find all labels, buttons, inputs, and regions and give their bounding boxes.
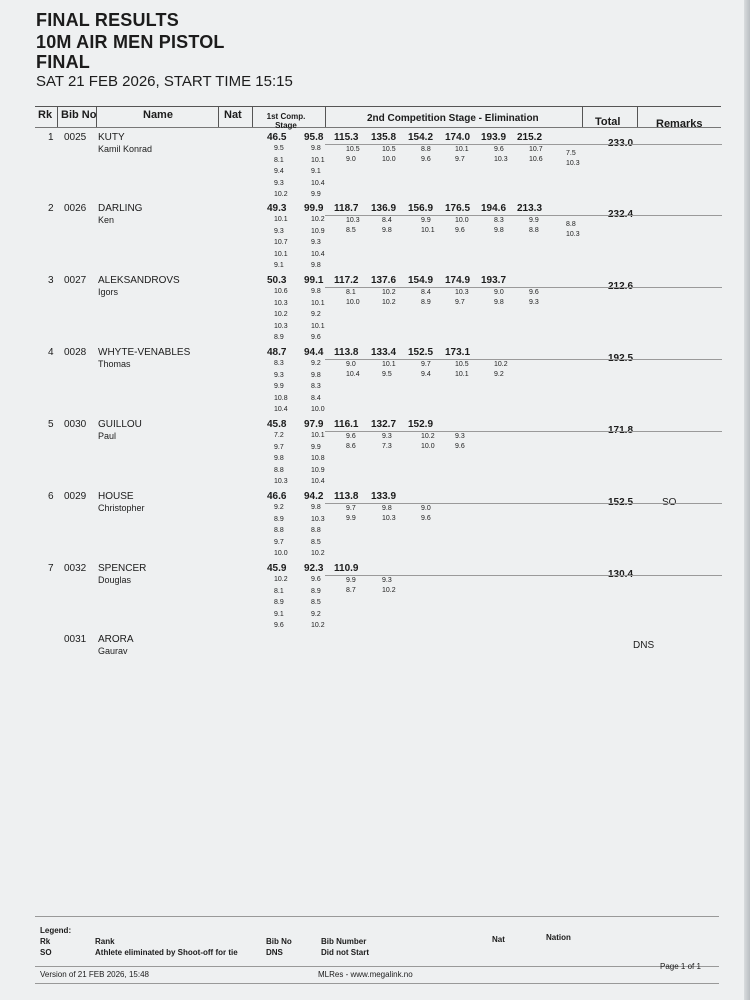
stage2-cumulative: 156.9	[408, 203, 434, 214]
divider	[252, 106, 253, 127]
stage2-shot: 10.1	[382, 361, 396, 368]
stage1-shot: 8.9	[274, 334, 284, 342]
stage2-shot: 9.4	[421, 371, 431, 378]
stage1-shot: 9.9	[274, 383, 284, 391]
stage1-shot: 10.2	[274, 191, 288, 199]
stage2-shot: 10.4	[346, 371, 360, 378]
stage1-shot: 10.1	[274, 250, 288, 258]
athlete-first-name: Paul	[98, 431, 117, 441]
stage1-shot: 8.9	[311, 587, 321, 595]
header-top-rule	[35, 106, 721, 107]
stage2-cumulative: 154.2	[408, 132, 434, 143]
stage2-shot: 10.6	[529, 156, 543, 163]
stage1-shot: 9.7	[274, 538, 284, 546]
stage1-shot: 10.3	[274, 299, 288, 307]
stage2-shot: 9.0	[494, 289, 504, 296]
stage1-series-total: 94.2	[304, 491, 324, 502]
stage1-shot: 9.9	[311, 191, 321, 199]
stage1-shot: 9.1	[311, 168, 321, 176]
stage2-cumulative: 174.9	[445, 275, 471, 286]
stage1-series-total: 97.9	[304, 419, 324, 430]
stage2-cumulative: 133.4	[371, 347, 397, 358]
stage2-shot: 10.1	[421, 227, 435, 234]
stage1-shot: 10.3	[274, 478, 288, 486]
divider	[637, 106, 638, 127]
row-rule	[325, 575, 722, 576]
stage2-shot: 10.0	[421, 443, 435, 450]
stage2-shot: 10.5	[346, 146, 360, 153]
athlete-last-name: ALEKSANDROVS	[98, 275, 180, 286]
stage2-shot: 10.2	[382, 587, 396, 594]
stage1-shot: 10.3	[274, 322, 288, 330]
stage1-shot: 9.6	[311, 334, 321, 342]
stage2-cumulative: 193.9	[481, 132, 507, 143]
stage2-shot: 10.2	[382, 289, 396, 296]
stage2-shot: 9.9	[346, 515, 356, 522]
stage2-shot: 8.4	[382, 217, 392, 224]
stage1-shot: 10.6	[274, 288, 288, 295]
stage1-series-total: 95.8	[304, 132, 324, 143]
stage1-series-total: 46.6	[267, 491, 287, 502]
rank-cell: 7	[48, 563, 54, 574]
stage1-shot: 8.9	[274, 599, 284, 607]
stage1-shot: 10.1	[311, 432, 325, 439]
stage1-shot: 8.5	[311, 599, 321, 607]
bib-cell: 0027	[64, 275, 87, 286]
col-remarks: Remarks	[656, 118, 703, 130]
row-rule	[325, 359, 722, 360]
stage1-series-total: 48.7	[267, 347, 287, 358]
divider	[218, 106, 219, 127]
stage2-shot: 10.2	[421, 433, 435, 440]
title-event: 10M AIR MEN PISTOL	[36, 32, 225, 52]
stage2-shot: 10.0	[455, 217, 469, 224]
stage2-shot: 9.2	[494, 371, 504, 378]
legend-bib-abbr: Bib No	[266, 937, 292, 946]
stage2-shot: 10.3	[494, 156, 508, 163]
stage1-shot: 8.4	[311, 394, 321, 402]
legend-dns-abbr: DNS	[266, 948, 283, 957]
stage2-cumulative: 113.8	[334, 491, 359, 502]
stage1-shot: 8.8	[274, 466, 284, 474]
divider	[57, 106, 58, 127]
stage2-shot: 9.0	[346, 156, 356, 163]
col-nat: Nat	[224, 109, 242, 121]
rank-cell: 4	[48, 347, 54, 358]
stage1-series-total: 92.3	[304, 563, 324, 574]
footer-bottom-rule	[35, 983, 719, 984]
stage2-shot: 7.3	[382, 443, 392, 450]
col-total: Total	[595, 116, 621, 128]
rank-cell: 6	[48, 491, 54, 502]
col-stage1-line2: Stage	[275, 121, 297, 130]
stage1-shot: 9.1	[274, 610, 284, 618]
stage2-cumulative: 154.9	[408, 275, 434, 286]
stage1-shot: 10.0	[274, 550, 288, 558]
legend-dns-text: Did not Start	[321, 948, 369, 957]
stage1-shot: 8.1	[274, 156, 284, 164]
stage1-shot: 9.8	[311, 504, 321, 511]
stage1-shot: 10.8	[274, 394, 288, 402]
athlete-last-name: WHYTE-VENABLES	[98, 347, 191, 358]
stage2-cumulative: 132.7	[371, 419, 397, 430]
legend-so-abbr: SO	[40, 948, 52, 957]
stage1-shot: 9.1	[274, 262, 284, 270]
stage2-shot: 9.0	[421, 505, 431, 512]
stage1-shot: 9.4	[274, 168, 284, 176]
stage2-shot: 9.5	[382, 371, 392, 378]
stage1-series-total: 50.3	[267, 275, 287, 286]
athlete-last-name: HOUSE	[98, 491, 134, 502]
stage2-cumulative: 118.7	[334, 203, 359, 214]
rank-cell: 5	[48, 419, 54, 430]
stage2-shot: 8.8	[529, 227, 539, 234]
stage2-shot: 10.3	[455, 289, 469, 296]
stage2-cumulative: 117.2	[334, 275, 359, 286]
stage1-shot: 9.9	[311, 443, 321, 451]
stage1-shot: 10.2	[311, 622, 325, 630]
footer-version: Version of 21 FEB 2026, 15:48	[40, 970, 149, 979]
athlete-first-name: Igors	[98, 287, 119, 297]
stage2-cumulative: 137.6	[371, 275, 397, 286]
stage2-cumulative: 113.8	[334, 347, 359, 358]
stage1-shot: 8.1	[274, 587, 284, 595]
col-bib: Bib No	[61, 109, 97, 121]
stage1-shot: 9.3	[274, 371, 284, 379]
stage1-shot: 9.2	[311, 360, 321, 367]
athlete-first-name: Douglas	[98, 575, 132, 585]
stage2-shot: 9.8	[382, 505, 392, 512]
stage1-shot: 9.7	[274, 443, 284, 451]
stage2-shot: 9.8	[494, 227, 504, 234]
bib-cell: 0031	[64, 634, 87, 645]
bib-cell: 0032	[64, 563, 87, 574]
athlete-last-name: SPENCER	[98, 563, 147, 574]
stage1-shot: 7.2	[274, 432, 284, 439]
stage2-shot: 8.1	[346, 289, 356, 296]
rank-cell: 1	[48, 132, 54, 143]
bib-cell: 0030	[64, 419, 87, 430]
divider	[582, 106, 583, 127]
stage2-shot: 10.3	[346, 217, 360, 224]
stage1-shot: 8.3	[274, 360, 284, 367]
stage2-shot: 9.6	[455, 227, 465, 234]
bib-cell: 0028	[64, 347, 87, 358]
stage2-shot: 8.4	[421, 289, 431, 296]
stage2-shot: 9.9	[421, 217, 431, 224]
stage1-shot: 9.6	[274, 622, 284, 630]
stage1-shot: 9.2	[274, 504, 284, 511]
stage2-cumulative: 152.9	[408, 419, 434, 430]
athlete-last-name: ARORA	[98, 634, 134, 645]
title-results: FINAL RESULTS	[36, 10, 179, 30]
legend-nat-text: Nation	[546, 933, 571, 942]
stage2-shot: 10.3	[566, 160, 580, 167]
col-name: Name	[143, 109, 173, 121]
col-stage1-line1: 1st Comp.	[266, 112, 306, 121]
stage2-shot: 10.3	[566, 231, 580, 238]
stage1-series-total: 94.4	[304, 347, 324, 358]
stage2-shot: 9.7	[346, 505, 356, 512]
stage1-series-total: 99.1	[304, 275, 324, 286]
row-rule	[325, 287, 722, 288]
stage2-shot: 9.9	[529, 217, 539, 224]
stage1-shot: 9.2	[311, 311, 321, 319]
stage2-shot: 10.5	[382, 146, 396, 153]
title-date: SAT 21 FEB 2026, START TIME 15:15	[36, 73, 293, 90]
stage1-shot: 8.9	[274, 515, 284, 523]
stage1-shot: 9.3	[311, 239, 321, 247]
stage2-cumulative: 215.2	[517, 132, 543, 143]
stage2-cumulative: 115.3	[334, 132, 359, 143]
stage2-shot: 10.0	[346, 299, 360, 306]
stage1-shot: 8.3	[311, 383, 321, 391]
stage2-cumulative: 135.8	[371, 132, 397, 143]
stage1-shot: 10.1	[311, 156, 325, 164]
stage1-shot: 10.2	[311, 550, 325, 558]
stage2-shot: 9.6	[494, 146, 504, 153]
stage1-shot: 9.2	[311, 610, 321, 618]
stage2-cumulative: 133.9	[371, 491, 397, 502]
stage2-cumulative: 152.5	[408, 347, 434, 358]
stage2-shot: 9.9	[346, 577, 356, 584]
athlete-last-name: GUILLOU	[98, 419, 142, 430]
stage2-shot: 9.7	[421, 361, 431, 368]
col-stage2: 2nd Competition Stage - Elimination	[367, 113, 539, 124]
stage1-shot: 9.8	[311, 262, 321, 270]
stage1-shot: 10.4	[311, 179, 325, 187]
stage1-shot: 10.1	[274, 216, 288, 223]
bib-cell: 0029	[64, 491, 87, 502]
stage2-shot: 9.8	[494, 299, 504, 306]
stage2-shot: 8.8	[421, 146, 431, 153]
stage2-shot: 8.6	[346, 443, 356, 450]
athlete-first-name: Ken	[98, 215, 115, 225]
bib-cell: 0026	[64, 203, 87, 214]
stage2-shot: 8.8	[566, 221, 576, 228]
stage1-shot: 10.1	[311, 322, 325, 330]
legend-so-text: Athlete eliminated by Shoot-off for tie	[95, 948, 238, 957]
footer-software: MLRes - www.megalink.no	[318, 970, 413, 979]
stage1-shot: 8.8	[274, 527, 284, 535]
row-rule	[325, 431, 722, 432]
stage1-series-total: 99.9	[304, 203, 324, 214]
stage2-shot: 9.7	[455, 299, 465, 306]
stage1-shot: 9.3	[274, 227, 284, 235]
stage1-shot: 9.8	[274, 455, 284, 463]
stage2-cumulative: 194.6	[481, 203, 507, 214]
stage1-shot: 10.9	[311, 227, 325, 235]
col-stage1	[256, 112, 316, 130]
stage1-shot: 9.6	[311, 576, 321, 583]
remarks-cell: DNS	[633, 640, 655, 651]
stage1-shot: 10.7	[274, 239, 288, 247]
stage1-shot: 10.1	[311, 299, 325, 307]
stage1-shot: 10.9	[311, 466, 325, 474]
stage2-cumulative: 173.1	[445, 347, 471, 358]
col-rk: Rk	[38, 109, 53, 121]
stage1-shot: 10.0	[311, 406, 325, 414]
stage2-shot: 10.1	[455, 146, 469, 153]
athlete-first-name: Thomas	[98, 359, 131, 369]
stage2-cumulative: 174.0	[445, 132, 471, 143]
stage1-shot: 10.2	[274, 576, 288, 583]
stage2-shot: 9.7	[455, 156, 465, 163]
athlete-first-name: Kamil Konrad	[98, 144, 153, 154]
stage1-shot: 10.4	[311, 250, 325, 258]
stage1-shot: 9.3	[274, 179, 284, 187]
divider	[96, 106, 97, 127]
legend-rk-abbr: Rk	[40, 937, 51, 946]
row-rule	[325, 144, 722, 145]
stage2-shot: 10.1	[455, 371, 469, 378]
stage2-shot: 8.5	[346, 227, 356, 234]
rank-cell: 2	[48, 203, 54, 214]
stage2-shot: 10.2	[494, 361, 508, 368]
stage2-shot: 9.6	[346, 433, 356, 440]
stage1-series-total: 49.3	[267, 203, 287, 214]
bib-cell: 0025	[64, 132, 87, 143]
stage1-shot: 9.5	[274, 145, 284, 152]
stage2-shot: 9.6	[455, 443, 465, 450]
stage1-shot: 10.4	[274, 406, 288, 414]
row-rule	[325, 503, 722, 504]
stage2-shot: 9.6	[421, 515, 431, 522]
stage2-cumulative: 193.7	[481, 275, 507, 286]
stage1-shot: 8.8	[311, 527, 321, 535]
rank-cell: 3	[48, 275, 54, 286]
stage1-series-total: 45.9	[267, 563, 287, 574]
stage2-cumulative: 110.9	[334, 563, 359, 574]
legend-bib-text: Bib Number	[321, 937, 367, 946]
stage2-shot: 7.5	[566, 150, 576, 157]
athlete-last-name: DARLING	[98, 203, 143, 214]
stage2-shot: 10.3	[382, 515, 396, 522]
stage1-shot: 10.4	[311, 478, 325, 486]
athlete-first-name: Christopher	[98, 503, 145, 513]
stage2-shot: 9.0	[346, 361, 356, 368]
stage2-shot: 10.7	[529, 146, 543, 153]
athlete-first-name: Gaurav	[98, 646, 128, 656]
legend-title: Legend:	[40, 926, 72, 935]
stage2-shot: 9.3	[382, 577, 392, 584]
divider	[325, 106, 326, 127]
legend-rule	[35, 916, 719, 917]
stage1-shot: 8.5	[311, 538, 321, 546]
stage2-shot: 8.7	[346, 587, 356, 594]
stage1-shot: 9.8	[311, 145, 321, 152]
stage2-shot: 9.6	[421, 156, 431, 163]
stage2-cumulative: 136.9	[371, 203, 397, 214]
stage1-series-total: 45.8	[267, 419, 287, 430]
stage2-shot: 8.3	[494, 217, 504, 224]
stage1-shot: 9.8	[311, 371, 321, 379]
stage2-shot: 10.5	[455, 361, 469, 368]
stage2-cumulative: 176.5	[445, 203, 471, 214]
stage2-shot: 9.6	[529, 289, 539, 296]
stage2-shot: 8.9	[421, 299, 431, 306]
stage1-series-total: 46.5	[267, 132, 287, 143]
stage2-shot: 10.0	[382, 156, 396, 163]
stage1-shot: 10.2	[274, 311, 288, 319]
stage2-shot: 9.3	[529, 299, 539, 306]
stage1-shot: 10.8	[311, 455, 325, 463]
legend-rk-text: Rank	[95, 937, 115, 946]
footer-page: Page 1 of 1	[660, 962, 701, 971]
stage1-shot: 10.3	[311, 515, 325, 523]
row-rule	[325, 215, 722, 216]
title-phase: FINAL	[36, 52, 90, 72]
stage2-cumulative: 116.1	[334, 419, 359, 430]
stage1-shot: 10.2	[311, 216, 325, 223]
athlete-last-name: KUTY	[98, 132, 125, 143]
stage2-shot: 9.3	[455, 433, 465, 440]
stage2-shot: 9.3	[382, 433, 392, 440]
stage2-cumulative: 213.3	[517, 203, 543, 214]
legend-nat-abbr: Nat	[492, 935, 505, 944]
stage1-shot: 9.8	[311, 288, 321, 295]
paper-edge	[744, 0, 750, 1000]
stage2-shot: 9.8	[382, 227, 392, 234]
footer-rule	[35, 966, 719, 967]
stage2-shot: 10.2	[382, 299, 396, 306]
